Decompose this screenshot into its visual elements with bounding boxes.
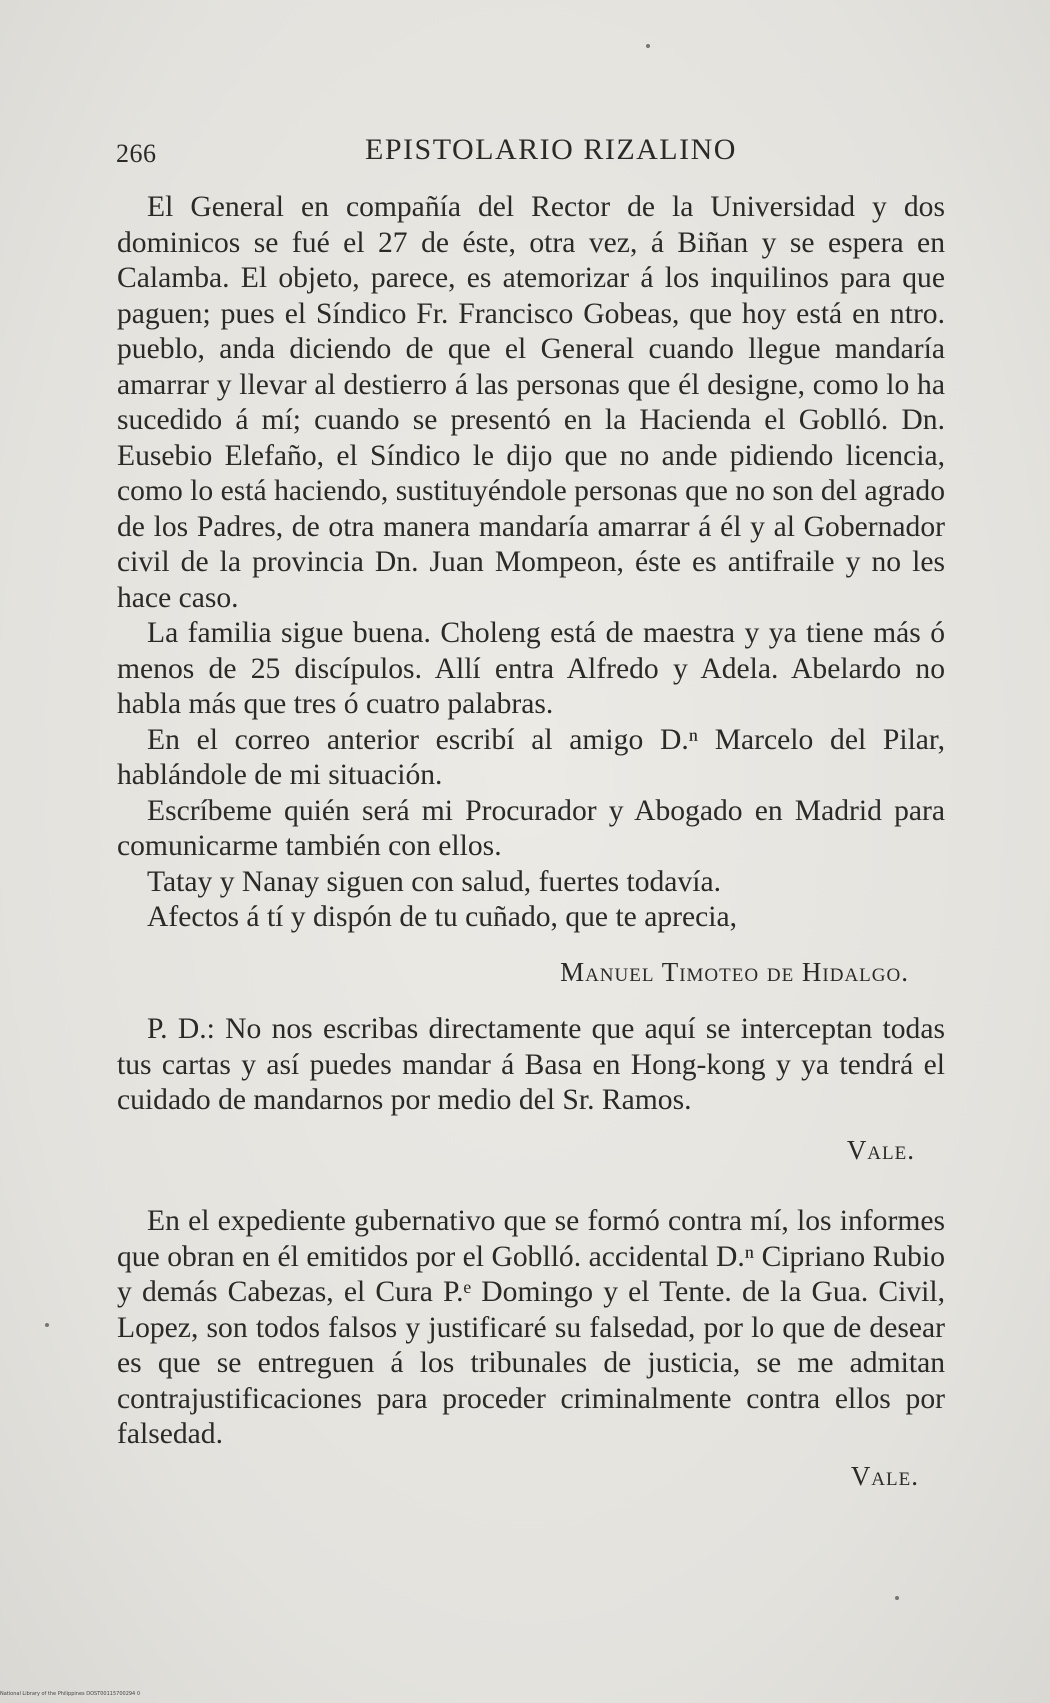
running-title: EPISTOLARIO RIZALINO (365, 133, 737, 166)
letter-body (117, 190, 945, 1494)
closing-vale-2: Vale. (850, 1460, 919, 1491)
page-header (116, 133, 946, 177)
paper-speck (895, 1596, 899, 1600)
paper-speck (45, 1323, 49, 1327)
paragraph: Tatay y Nanay siguen con salud, fuertes todavía. (147, 865, 721, 898)
paragraph: El General en compañía del Rector de la Universidad y dos dominicos se fué el 27 de éste, otra vez, á Biñan y se espera en Calamba. El objeto, parece, es atemorizar á los inquilinos para que paguen; pues el Síndico Fr. Francisco Gobeas, que hoy está en ntro. pueblo, anda diciendo de que el General cuando llegue mandaría amarrar y llevar al destierro á las personas que él designe, como lo ha sucedido á mí; cuando se presentó en la Hacienda el Goblló. Dn. Eusebio Elefaño, el Síndico le dijo que no ande pidiendo licencia, como lo está haciendo, sustituyéndole personas que no son del agrado de los Padres, de otra manera mandaría amarrar á él y al Gobernador civil de la provincia Dn. Juan Mompeon, éste es antifraile y no les hace caso. (117, 191, 945, 614)
paragraph: La familia sigue buena. Choleng está de maestra y ya tiene más ó menos de 25 discípulos. Allí entra Alfredo y Adela. Abelardo no habla más que tres ó cuatro palabras. (117, 617, 945, 720)
archive-stamp: National Library of the Philippines DOST00115700294 0 (0, 1691, 141, 1697)
page-number: 266 (116, 139, 157, 168)
paragraph: Escríbeme quién será mi Procurador y Abogado en Madrid para comunicarme también con ellos. (117, 794, 945, 862)
closing-vale: Vale. (846, 1134, 915, 1165)
postscript: P. D.: No nos escribas directamente que aquí se interceptan todas tus cartas y así puedes mandar á Basa en Hong-kong y ya tendrá el cuidado de mandarnos por medio del Sr. Ramos. (117, 1013, 945, 1116)
paragraph: En el correo anterior escribí al amigo D.ⁿ Marcelo del Pilar, hablándole de mi situación. (117, 723, 945, 791)
note-paragraph: En el expediente gubernativo que se formó contra mí, los informes que obran en él emitidos por el Goblló. accidental D.ⁿ Cipriano Rubio y demás Cabezas, el Cura P.ᵉ Domingo y el Tente. de la Gua. Civil, Lopez, son todos falsos y justificaré su falsedad, por lo que de desear es que se entreguen á los tribunales de justicia, se me admitan contrajustificaciones para proceder criminalmente contra ellos por falsedad. (117, 1205, 945, 1450)
paragraph: Afectos á tí y dispón de tu cuñado, que te aprecia, (147, 901, 738, 933)
signature: Manuel Timoteo de Hidalgo. (560, 956, 909, 987)
paper-speck (646, 44, 650, 48)
